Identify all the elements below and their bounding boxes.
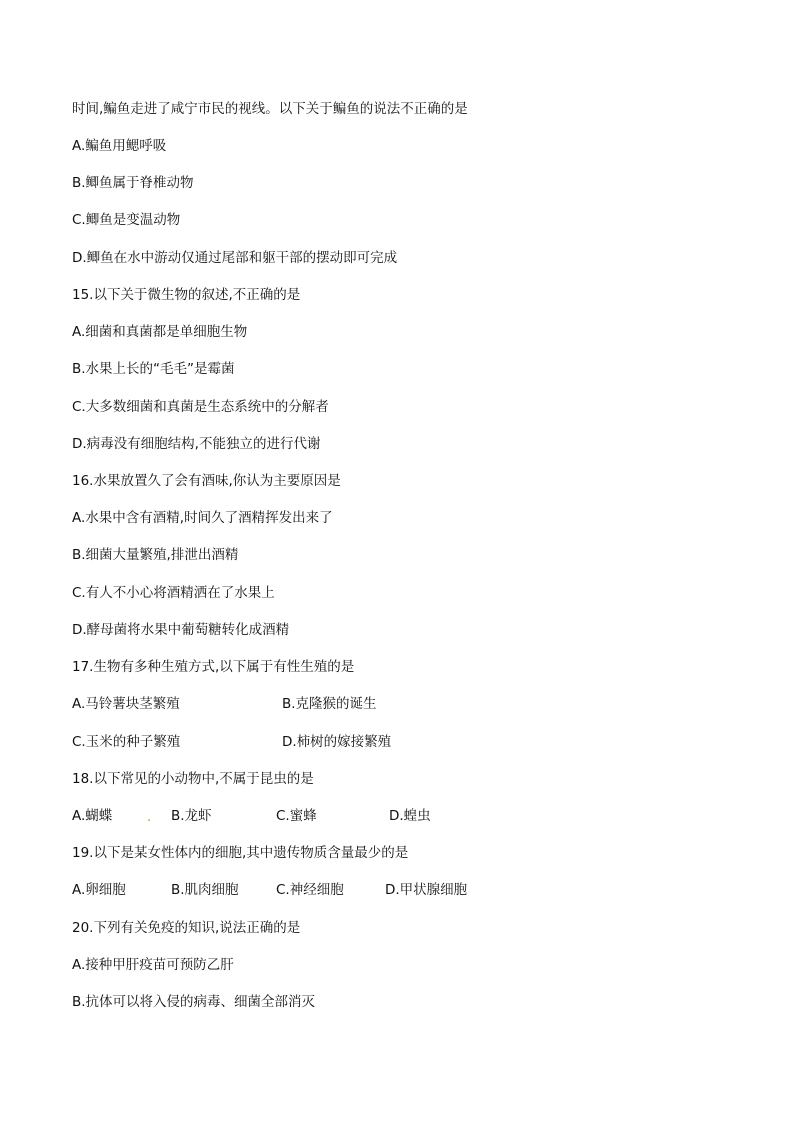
- question-19-option-a: A.卵细胞: [72, 882, 126, 898]
- question-17-option-a: A.马铃薯块茎繁殖: [72, 696, 180, 712]
- question-15-option-c: C.大多数细菌和真菌是生态系统中的分解者: [72, 399, 329, 415]
- question-17-option-c: C.玉米的种子繁殖: [72, 734, 181, 750]
- question-14-option-d: D.鲫鱼在水中游动仅通过尾部和躯干部的摆动即可完成: [72, 250, 398, 266]
- question-19-option-c: C.神经细胞: [276, 882, 344, 898]
- question-18-option-a: A.蝴蝶: [72, 808, 113, 824]
- question-16-option-c: C.有人不小心将酒精洒在了水果上: [72, 585, 275, 601]
- question-18-option-b: B.龙虾: [171, 808, 212, 824]
- stray-dot-mark: .: [147, 810, 152, 825]
- question-14-stem: 时间,鳊鱼走进了咸宁市民的视线。以下关于鳊鱼的说法不正确的是: [72, 101, 468, 117]
- question-19-option-b: B.肌肉细胞: [171, 882, 239, 898]
- question-14-option-a: A.鳊鱼用鳃呼吸: [72, 138, 167, 154]
- question-16-option-d: D.酵母菌将水果中葡萄糖转化成酒精: [72, 622, 290, 638]
- question-15-option-b: B.水果上长的“毛毛”是霉菌: [72, 361, 235, 377]
- question-18-option-c: C.蜜蜂: [276, 808, 317, 824]
- question-14-option-c: C.鲫鱼是变温动物: [72, 212, 181, 228]
- question-16-option-b: B.细菌大量繁殖,排泄出酒精: [72, 547, 239, 563]
- question-18-option-d: D.蝗虫: [389, 808, 431, 824]
- question-20-option-b: B.抗体可以将入侵的病毒、细菌全部消灭: [72, 994, 316, 1010]
- question-17-option-b: B.克隆猴的诞生: [282, 696, 377, 712]
- question-16-option-a: A.水果中含有酒精,时间久了酒精挥发出来了: [72, 510, 333, 526]
- question-15-stem: 15.以下关于微生物的叙述,不正确的是: [72, 287, 301, 303]
- question-17-option-d: D.柿树的嫁接繁殖: [282, 734, 392, 750]
- question-17-stem: 17.生物有多种生殖方式,以下属于有性生殖的是: [72, 659, 355, 675]
- question-18-stem: 18.以下常见的小动物中,不属于昆虫的是: [72, 771, 314, 787]
- question-15-option-a: A.细菌和真菌都是单细胞生物: [72, 324, 248, 340]
- question-16-stem: 16.水果放置久了会有酒味,你认为主要原因是: [72, 473, 341, 489]
- question-20-option-a: A.接种甲肝疫苗可预防乙肝: [72, 957, 234, 973]
- question-19-stem: 19.以下是某女性体内的细胞,其中遗传物质含量最少的是: [72, 845, 409, 861]
- question-19-option-d: D.甲状腺细胞: [385, 882, 468, 898]
- question-20-stem: 20.下列有关免疫的知识,说法正确的是: [72, 920, 301, 936]
- question-15-option-d: D.病毒没有细胞结构,不能独立的进行代谢: [72, 436, 321, 452]
- question-14-option-b: B.鲫鱼属于脊椎动物: [72, 175, 194, 191]
